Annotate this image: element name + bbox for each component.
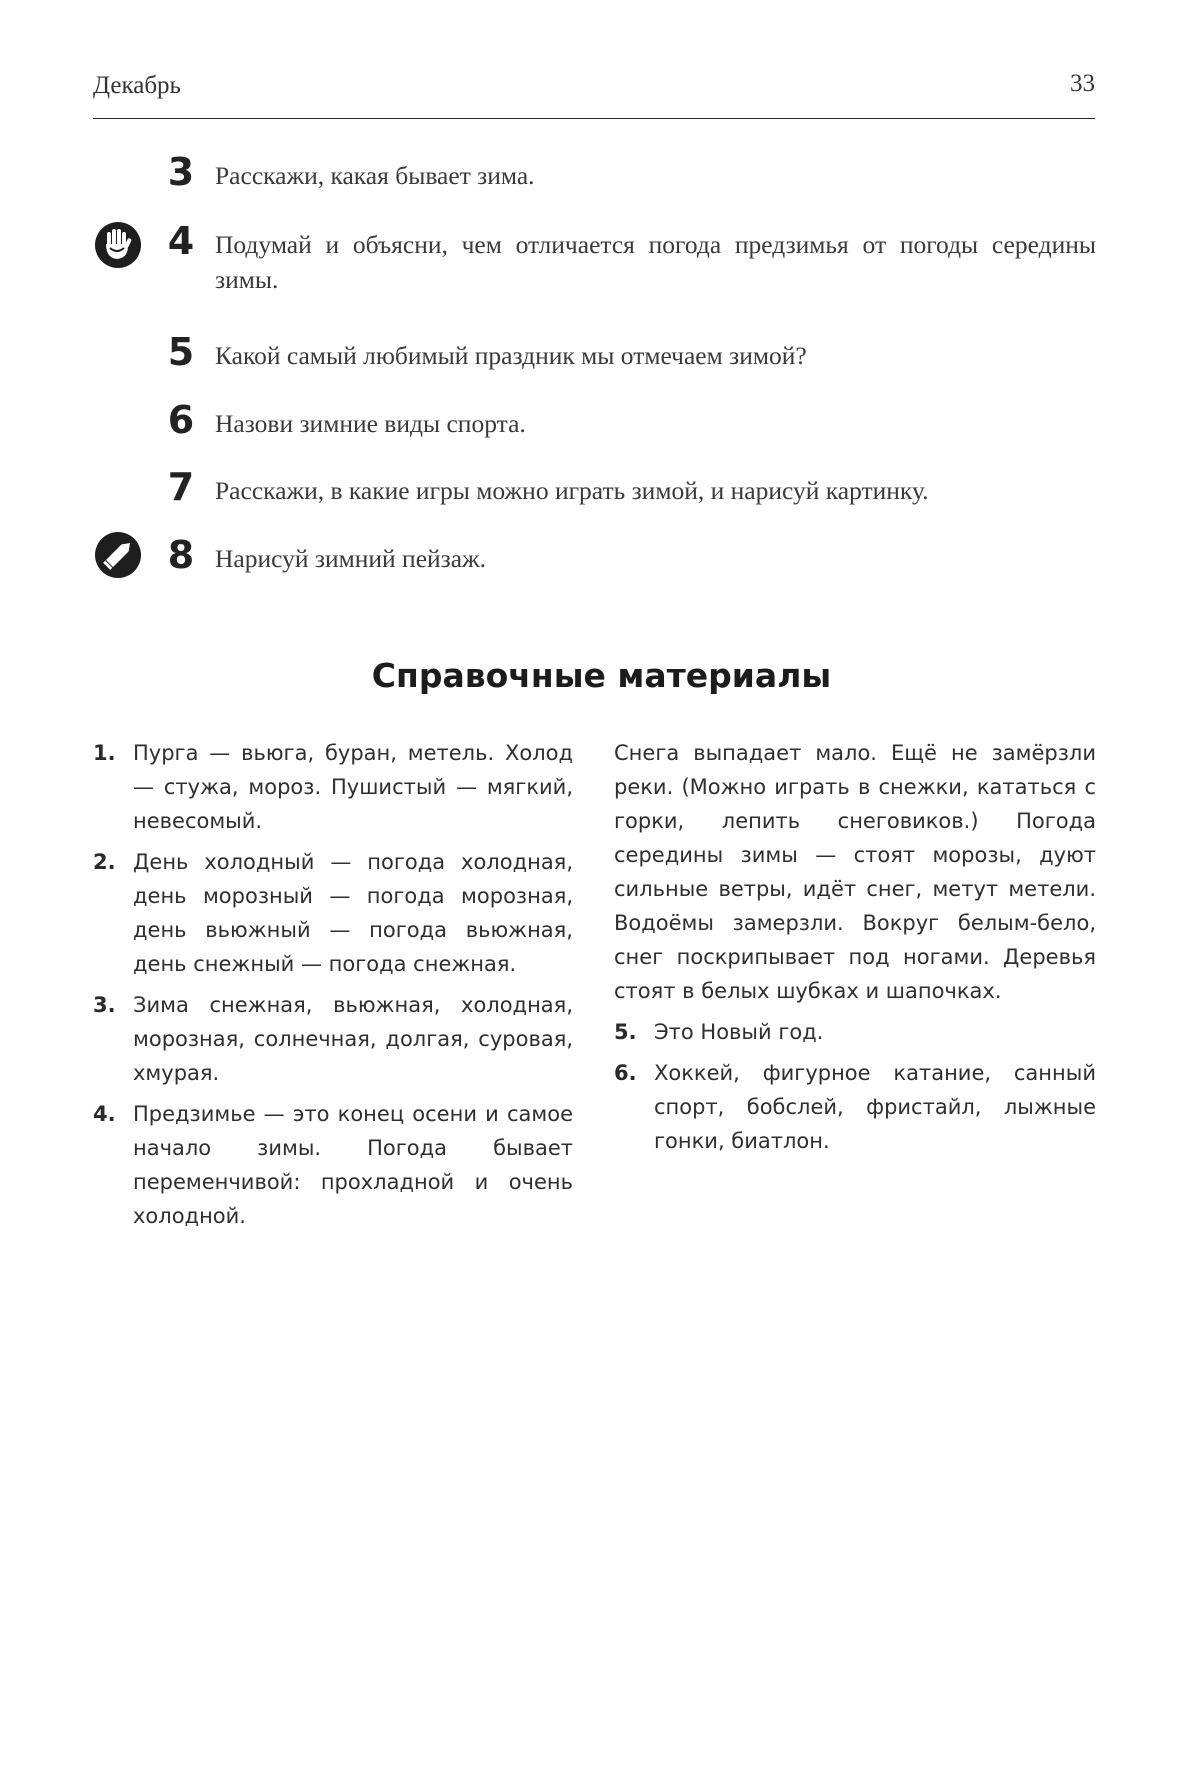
- references-left-column: [93, 736, 573, 1240]
- reference-number: 6.: [614, 1061, 637, 1085]
- task-number: 7: [167, 465, 195, 509]
- task-text: Нарисуй зимний пейзаж.: [215, 544, 487, 573]
- reference-text: Хоккей, фигурное катание, санный спорт, бобслей, фристайл, лыжные гонки, биатлон.: [654, 1061, 1096, 1153]
- task-6: [166, 398, 1096, 442]
- reference-item: [93, 736, 573, 838]
- task-text: Подумай и объясни, чем отличается погода предзимья от погоды середины зимы.: [215, 230, 1096, 294]
- task-8: [166, 533, 1096, 577]
- reference-item: [93, 1097, 573, 1233]
- references-right-column: [614, 736, 1096, 1165]
- section-title: Справочные материалы: [371, 656, 832, 695]
- page-header: [93, 66, 1095, 119]
- task-number: 3: [167, 150, 195, 194]
- task-number: 6: [167, 398, 195, 442]
- task-text: Расскажи, какая бывает зима.: [215, 161, 535, 190]
- task-text: Какой самый любимый праздник мы отмечаем зимой?: [215, 341, 807, 370]
- reference-number: 1.: [93, 741, 116, 765]
- reference-item: [93, 988, 573, 1090]
- task-5: [166, 330, 1096, 374]
- reference-item: [614, 1015, 1096, 1049]
- reference-text: День холодный — погода холодная, день морозный — погода морозная, день вьюжный — погода вьюжная, день снежный — погода снежная.: [133, 850, 573, 976]
- hands-icon: [93, 220, 143, 270]
- task-text: Назови зимние виды спорта.: [215, 409, 526, 438]
- page-number: 33: [1070, 70, 1095, 97]
- reference-text: Пурга — вьюга, буран, метель. Холод — стужа, мороз. Пушистый — мягкий, невесомый.: [133, 741, 573, 833]
- reference-number: 5.: [614, 1020, 637, 1044]
- reference-text: Предзимье — это конец осени и самое начало зимы. Погода бывает переменчивой: прохладной и очень холодной.: [133, 1102, 573, 1228]
- reference-text: Это Новый год.: [654, 1020, 824, 1044]
- reference-text: Зима снежная, вьюжная, холодная, морозная, солнечная, долгая, суровая, хмурая.: [133, 993, 573, 1085]
- task-number: 5: [167, 330, 195, 374]
- task-number: 4: [167, 219, 195, 263]
- chapter-title: Декабрь: [93, 72, 181, 99]
- reference-number: 3.: [93, 993, 116, 1017]
- reference-number: 2.: [93, 850, 116, 874]
- reference-item: [93, 845, 573, 981]
- task-number: 8: [167, 533, 195, 577]
- pencil-icon: [93, 530, 143, 580]
- task-7: [166, 465, 1096, 509]
- task-text: Расскажи, в какие игры можно играть зимой, и нарисуй картинку.: [215, 476, 929, 505]
- task-3: [166, 150, 1096, 194]
- reference-number: 4.: [93, 1102, 116, 1126]
- task-4: [166, 219, 1096, 297]
- reference-item: [614, 1056, 1096, 1158]
- reference-continuation: Снега выпадает мало. Ещё не замёрзли реки. (Можно играть в снежки, кататься с горки, лепить снеговиков.) Погода середины зимы — стоят морозы, дуют сильные ветры, идёт снег, метут метели. Водоёмы замерзли. Вокруг белым-бело, снег поскрипывает под ногами. Деревья стоят в белых шубках и шапочках.: [614, 741, 1096, 1003]
